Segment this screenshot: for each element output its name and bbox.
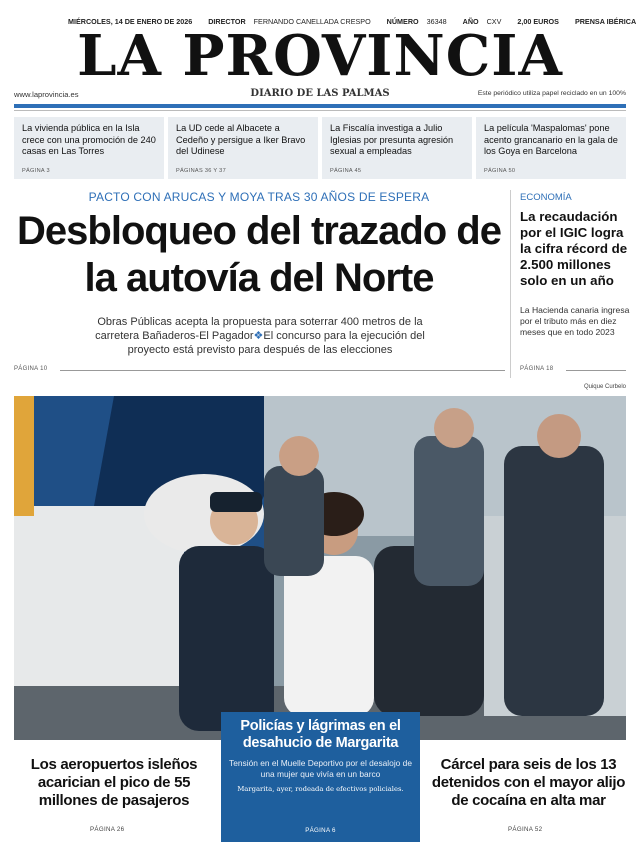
director-label: DIRECTOR [208,16,246,26]
bottom-left-page: PÁGINA 26 [90,826,125,833]
year-label: AÑO [462,16,479,26]
deck-part-1: Obras Públicas acepta la propuesta para soterrar 400 metros de la carretera Bañaderos-El Pagador [95,316,423,342]
masthead-subtitle: DIARIO DE LAS PALMAS [250,88,390,99]
main-headline[interactable]: Desbloqueo del trazado de la autovía del Norte [17,209,501,300]
deck-part-2: El concurso para la ejecución del proyecto está previsto para después de las elecciones [127,330,425,356]
photo-story-body: Tensión en el Muelle Deportivo por el desalojo de una mujer que vivía en un barco [229,758,412,779]
main-photo [14,396,626,740]
column-divider [510,190,511,378]
price: 2,00 EUROS [517,16,559,26]
side-headline[interactable]: La recaudación por el IGIC logra la cifra récord de 2.500 millones solo en un año [520,209,628,288]
teaser-text: La UD cede al Albacete a Cedeño y persigue a Iker Bravo del Udinese [176,123,306,156]
side-body: La Hacienda canaria ingresa por el tributo más en diez meses que en todo 2023 [520,305,630,337]
teaser-page: PÁGINA 50 [484,168,516,174]
masthead-rule [14,104,626,108]
number-value: 36348 [426,16,447,26]
teaser-strip [14,117,626,179]
teaser-text: La película 'Maspalomas' pone acento grancanario en la gala de los Goya en Barcelona [484,123,618,156]
bottom-left-headline[interactable]: Los aeropuertos isleños acarician el pico de 55 millones de pasajeros [30,756,198,809]
divider [566,370,626,371]
director-name: FERNANDO CANELLADA CRESPO [253,16,371,26]
teaser-item[interactable] [322,117,472,179]
side-section-label: ECONOMÍA [520,192,572,203]
teaser-item[interactable] [168,117,318,179]
year-value: CXV [486,16,502,26]
recycled-note: Este periódico utiliza papel reciclado en un 100% [477,90,626,97]
photo-story-box[interactable] [221,712,420,842]
photo-story-page: PÁGINA 6 [305,827,336,834]
website-link[interactable]: www.laprovincia.es [14,90,79,99]
teaser-item[interactable] [476,117,626,179]
main-page-ref: PÁGINA 10 [14,366,48,372]
teaser-page: PÁGINAS 36 Y 37 [176,168,227,174]
diamond-icon: ❖ [253,330,264,342]
photo-credit: Quique Curbelo [583,384,626,390]
teaser-text: La Fiscalía investiga a Julio Iglesias por presunta agresión sexual a empleadas [330,123,454,156]
bottom-right-headline[interactable]: Cárcel para seis de los 13 detenidos con el mayor alijo de cocaína en alta mar [431,756,626,809]
photo-scene [14,396,626,740]
issue-date: MIÉRCOLES, 14 DE ENERO DE 2026 [68,16,193,26]
teaser-text: La vivienda pública en la Isla crece con una promoción de 240 casas en Las Torres [22,123,156,156]
teaser-item[interactable] [14,117,164,179]
main-kicker: PACTO CON ARUCAS Y MOYA TRAS 30 AÑOS DE ESPERA [88,190,430,204]
number-label: NÚMERO [386,16,419,26]
side-page-ref: PÁGINA 18 [520,366,554,372]
main-deck [80,315,440,357]
photo-story-headline: Policías y lágrimas en el desahucio de Margarita [240,718,401,751]
divider [60,370,505,371]
teaser-page: PÁGINA 3 [22,168,50,174]
masthead-title: LA PROVINCIA [77,23,563,89]
photo-caption: Margarita, ayer, rodeada de efectivos policiales. [237,785,404,793]
publisher: PRENSA IBÉRICA [574,16,637,26]
teaser-page: PÁGINA 45 [330,168,362,174]
divider [14,110,626,111]
bottom-right-page: PÁGINA 52 [508,826,543,833]
